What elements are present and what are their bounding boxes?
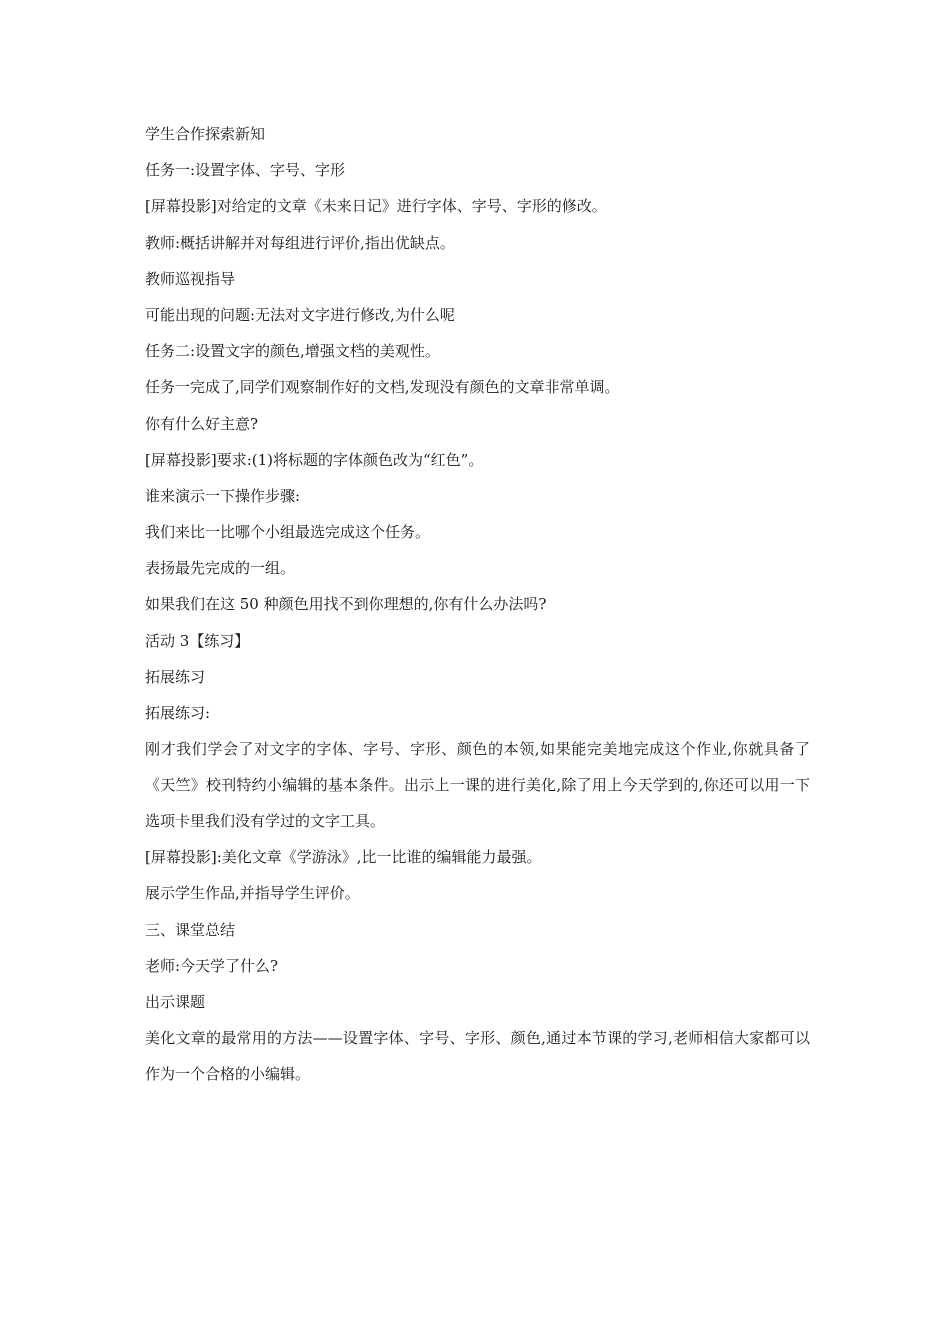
text-line: 活动 3【练习】: [145, 631, 250, 650]
text-line: 出示课题: [145, 992, 206, 1011]
text-line: 拓展练习: [145, 667, 206, 686]
document-body: [145, 125, 810, 1101]
paragraph-summary: 美化文章的最常用的方法——设置字体、字号、字形、颜色,通过本节课的学习,老师相信大家都可以作为一个合格的小编辑。: [145, 1029, 810, 1084]
text-line: [屏幕投影]要求:(1)将标题的字体颜色改为“红色”。: [145, 450, 484, 469]
text-line: 你有什么好主意?: [145, 414, 259, 433]
text-line: 教师巡视指导: [145, 269, 236, 288]
text-line: 老师:今天学了什么?: [145, 956, 279, 975]
text-line: 表扬最先完成的一组。: [145, 559, 296, 578]
text-line: 三、课堂总结: [145, 920, 236, 939]
text-line: 任务一:设置字体、字号、字形: [145, 161, 346, 180]
text-line: 展示学生作品,并指导学生评价。: [145, 884, 360, 903]
text-line: 任务二:设置文字的颜色,增强文档的美观性。: [145, 342, 440, 361]
text-line: 可能出现的问题:无法对文字进行修改,为什么呢: [145, 305, 455, 324]
text-line: 学生合作探索新知: [145, 125, 266, 143]
text-line: 我们来比一比哪个小组最选完成这个任务。: [145, 523, 431, 542]
text-line: 教师:概括讲解并对每组进行评价,指出优缺点。: [145, 233, 455, 252]
text-line: 如果我们在这 50 种颜色用找不到你理想的,你有什么办法吗?: [145, 595, 547, 614]
text-line: [屏幕投影]:美化文章《学游泳》,比一比谁的编辑能力最强。: [145, 848, 542, 867]
text-line: 谁来演示一下操作步骤:: [145, 486, 301, 505]
paragraph-practice: 刚才我们学会了对文字的字体、字号、字形、颜色的本领,如果能完美地完成这个作业,你就具备了《天竺》校刊特约小编辑的基本条件。出示上一课的进行美化,除了用上今天学到的,你还可以用一下选项卡里我们没有学过的文字工具。: [145, 740, 810, 831]
text-line: 任务一完成了,同学们观察制作好的文档,发现没有颜色的文章非常单调。: [145, 378, 620, 397]
text-line: 拓展练习:: [145, 704, 211, 722]
text-line: [屏幕投影]对给定的文章《未来日记》进行字体、字号、字形的修改。: [145, 197, 607, 216]
